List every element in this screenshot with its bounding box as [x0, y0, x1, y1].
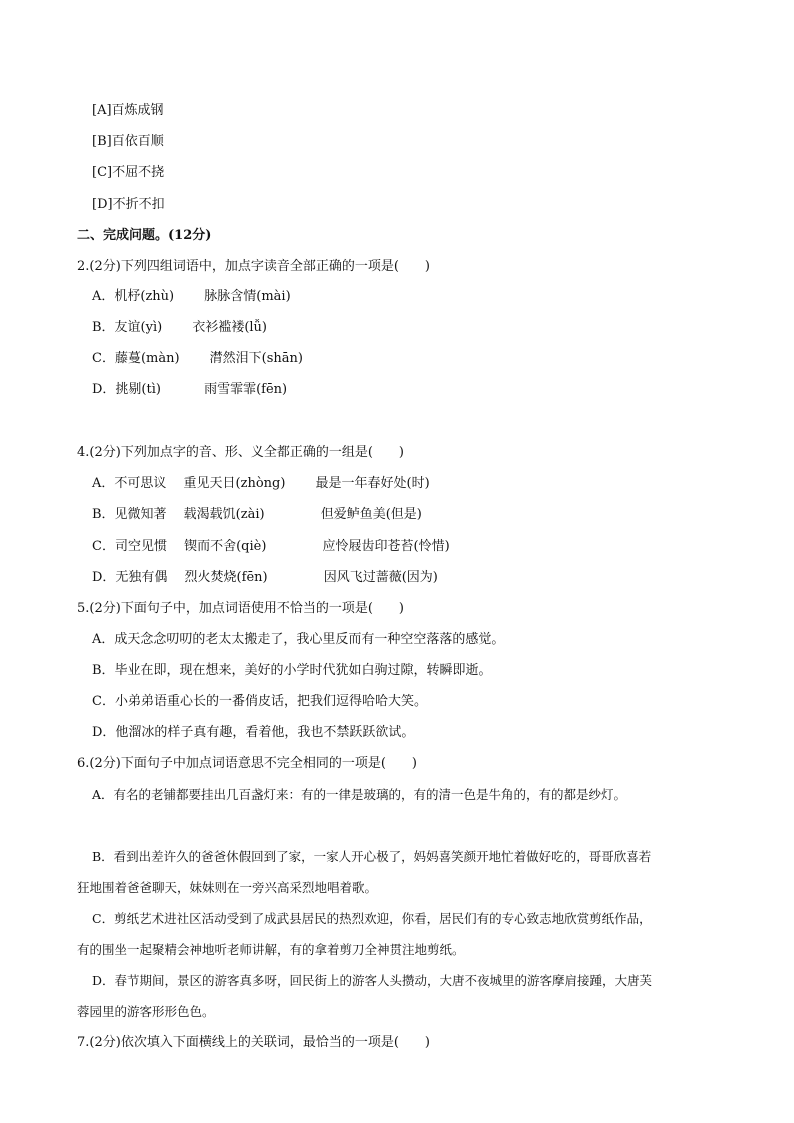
section-title: 二、完成问题。(12分)	[77, 228, 212, 243]
q1-option-d: [D]不折不扣	[92, 197, 165, 212]
q2-option-a: A．机杼(zhù) 脉脉含情(mài)	[92, 289, 291, 304]
q6-option-c-line2: 有的围坐一起聚精会神地听老师讲解，有的拿着剪刀全神贯注地剪纸。	[77, 942, 465, 957]
q1-option-a: [A]百炼成钢	[92, 103, 164, 118]
q6-stem: 6.(2分)下面句子中加点词语意思不完全相同的一项是( )	[77, 756, 417, 771]
q6-option-d-line1: D．春节期间，景区的游客真多呀，回民街上的游客人头攒动，大唐不夜城里的游客摩肩接踵，大唐芙	[92, 973, 653, 988]
q2-option-b: B．友谊(yì) 衣衫褴褛(lǚ)	[92, 320, 268, 335]
q6-option-b-line2: 狂地围着爸爸聊天，妹妹则在一旁兴高采烈地唱着歌。	[77, 880, 378, 895]
q5-option-c: C．小弟弟语重心长的一番俏皮话，把我们逗得哈哈大笑。	[92, 694, 427, 709]
q2-stem: 2.(2分)下列四组词语中，加点字读音全部正确的一项是( )	[77, 259, 430, 274]
q2-option-d: D．挑剔(tì) 雨雪霏霏(fēn)	[92, 382, 288, 397]
q5-option-d: D．他溜冰的样子真有趣，看着他，我也不禁跃跃欲试。	[92, 725, 415, 740]
q1-option-c: [C]不屈不挠	[92, 165, 165, 180]
q4-option-a: A．不可思议 重见天日(zhòng) 最是一年春好处(时)	[92, 476, 430, 491]
q7-stem: 7.(2分)依次填入下面横线上的关联词，最恰当的一项是( )	[77, 1035, 430, 1050]
q1-option-b: [B]百依百顺	[92, 134, 164, 149]
q4-option-b: B．见微知著 载渴载饥(zài) 但爱鲈鱼美(但是)	[92, 507, 422, 522]
q2-option-c: C．藤蔓(màn) 潸然泪下(shān)	[92, 351, 303, 366]
q4-stem: 4.(2分)下列加点字的音、形、义全都正确的一组是( )	[77, 445, 404, 460]
q6-option-b-line1: B．看到出差许久的爸爸休假回到了家，一家人开心极了，妈妈喜笑颜开地忙着做好吃的，哥哥欣喜若	[92, 849, 652, 864]
q4-option-c: C．司空见惯 锲而不舍(qiè) 应怜屐齿印苍苔(怜惜)	[92, 539, 450, 554]
q4-option-d: D．无独有偶 烈火焚烧(fēn) 因风飞过蔷薇(因为)	[92, 570, 438, 585]
q6-option-d-line2: 蓉园里的游客形形色色。	[77, 1004, 215, 1019]
q6-option-a: A．有名的老铺都要挂出几百盏灯来：有的一律是玻璃的，有的清一色是牛角的，有的都是纱灯。	[92, 787, 627, 802]
q5-option-a: A．成天念念叨叨的老太太搬走了，我心里反而有一种空空落落的感觉。	[92, 632, 505, 647]
q6-option-c-line1: C．剪纸艺术进社区活动受到了成武县居民的热烈欢迎，你看，居民们有的专心致志地欣赏剪纸作品，	[92, 911, 652, 926]
q5-option-b: B．毕业在即，现在想来，美好的小学时代犹如白驹过隙，转瞬即逝。	[92, 663, 492, 678]
q5-stem: 5.(2分)下面句子中，加点词语使用不恰当的一项是( )	[77, 601, 404, 616]
